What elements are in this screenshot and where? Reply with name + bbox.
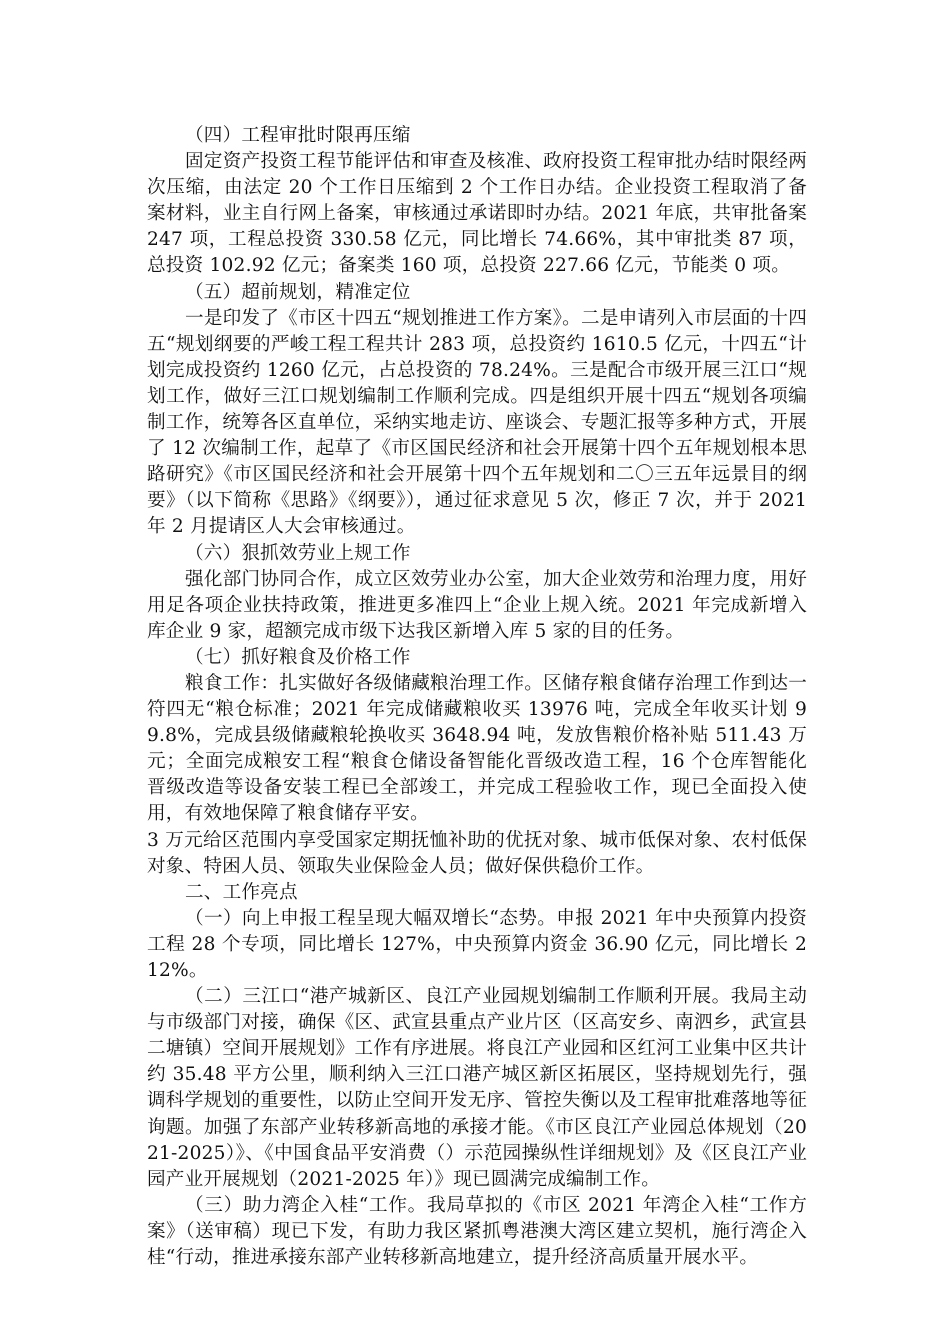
section-paragraph-5: 一是印发了《市区十四五“规划推进工作方案》。二是申请列入市层面的十四五“规划纲要的严峻工程工程共计 283 项，总投资约 1610.5 亿元，十四五“计划完成投资约 1260 亿元，占总投资的 78.24%。三是配合市级开展三江口“规划工作，做好三江口规划编制工作顺利完成。四是组织开展十四五“规划各项编制工作，统筹各区直单位，采纳实地走访、座谈会、专题汇报等多种方式，开展了 12 次编制工作，起草了《市区国民经济和社会开展第十四个五年规划根本思路研究》《市区国民经济和社会开展第十四个五年规划和二〇三五年远景目的纲要》（以下简称《思路》《纲要》），通过征求意见 5 次，修正 7 次，并于 2021 年 2 月提请区人大会审核通过。 bbox=[147, 307, 807, 538]
highlight-paragraph-1: （一）向上申报工程呈现大幅双增长“态势。申报 2021 年中央预算内投资工程 28 个专项，同比增长 127%，中央预算内资金 36.90 亿元，同比增长 212%。 bbox=[147, 907, 807, 981]
section-heading-4: （四）工程审批时限再压缩 bbox=[185, 125, 411, 146]
section-paragraph-6: 强化部门协同合作，成立区效劳业办公室，加大企业效劳和治理力度，用好用足各项企业扶持政策，推进更多准四上“企业上规入统。2021 年完成新增入库企业 9 家，超额完成市级下达我区新增入库 5 家的目的任务。 bbox=[147, 568, 807, 642]
part-heading-2: 二、工作亮点 bbox=[185, 881, 298, 903]
section-paragraph-7-continued: 3 万元给区范围内享受国家定期抚恤补助的优抚对象、城市低保对象、农村低保对象、特困人员、领取失业保险金人员；做好保供稳价工作。 bbox=[147, 829, 807, 877]
document-body bbox=[147, 123, 807, 1271]
section-paragraph-7: 粮食工作：扎实做好各级储藏粮治理工作。区储存粮食储存治理工作到达一符四无“粮仓标准；2021 年完成储藏粮收买 13976 吨，完成全年收买计划 99.8%，完成县级储藏粮轮换收买 3648.94 吨，发放售粮价格补贴 511.43 万元；全面完成粮安工程“粮食仓储设备智能化晋级改造工程，16 个仓库智能化晋级改造等设备安装工程已全部竣工，并完成工程验收工作，现已全面投入使用，有效地保障了粮食储存平安。 bbox=[147, 672, 807, 825]
highlight-paragraph-3: （三）助力湾企入桂“工作。我局草拟的《市区 2021 年湾企入桂“工作方案》（送审稿）现已下发，有助力我区紧抓粤港澳大湾区建立契机，施行湾企入桂“行动，推进承接东部产业转移新高地建立，提升经济高质量开展水平。 bbox=[147, 1194, 807, 1269]
section-heading-7: （七）抓好粮食及价格工作 bbox=[185, 646, 411, 668]
section-heading-5: （五）超前规划，精准定位 bbox=[185, 281, 411, 303]
highlight-paragraph-2: （二）三江口“港产城新区、良江产业园规划编制工作顺利开展。我局主动与市级部门对接，确保《区、武宣县重点产业片区（区高安乡、南泗乡，武宣县二塘镇）空间开展规划》工作有序进展。将良江产业园和区红河工业集中区共计约 35.48 平方公里，顺利纳入三江口港产城区新区拓展区，坚持规划先行，强调科学规划的重要性，以防止空间开发无序、管控失衡以及工程审批难落地等征询题。加强了东部产业转移新高地的承接才能。《市区良江产业园总体规划（2021-2025）》、《中国食品平安消费（）示范园操纵性详细规划》及《区良江产业园产业开展规划（2021-2025 年）》现已圆满完成编制工作。 bbox=[147, 986, 807, 1190]
section-heading-6: （六）狠抓效劳业上规工作 bbox=[185, 542, 411, 564]
section-paragraph-4: 固定资产投资工程节能评估和审查及核准、政府投资工程审批办结时限经两次压缩，由法定 20 个工作日压缩到 2 个工作日办结。企业投资工程取消了备案材料，业主自行网上备案，审核通过承诺即时办结。2021 年底，共审批备案 247 项，工程总投资 330.58 亿元，同比增长 74.66%，其中审批类 87 项，总投资 102.92 亿元；备案类 160 项，总投资 227.66 亿元，节能类 0 项。 bbox=[147, 151, 807, 277]
